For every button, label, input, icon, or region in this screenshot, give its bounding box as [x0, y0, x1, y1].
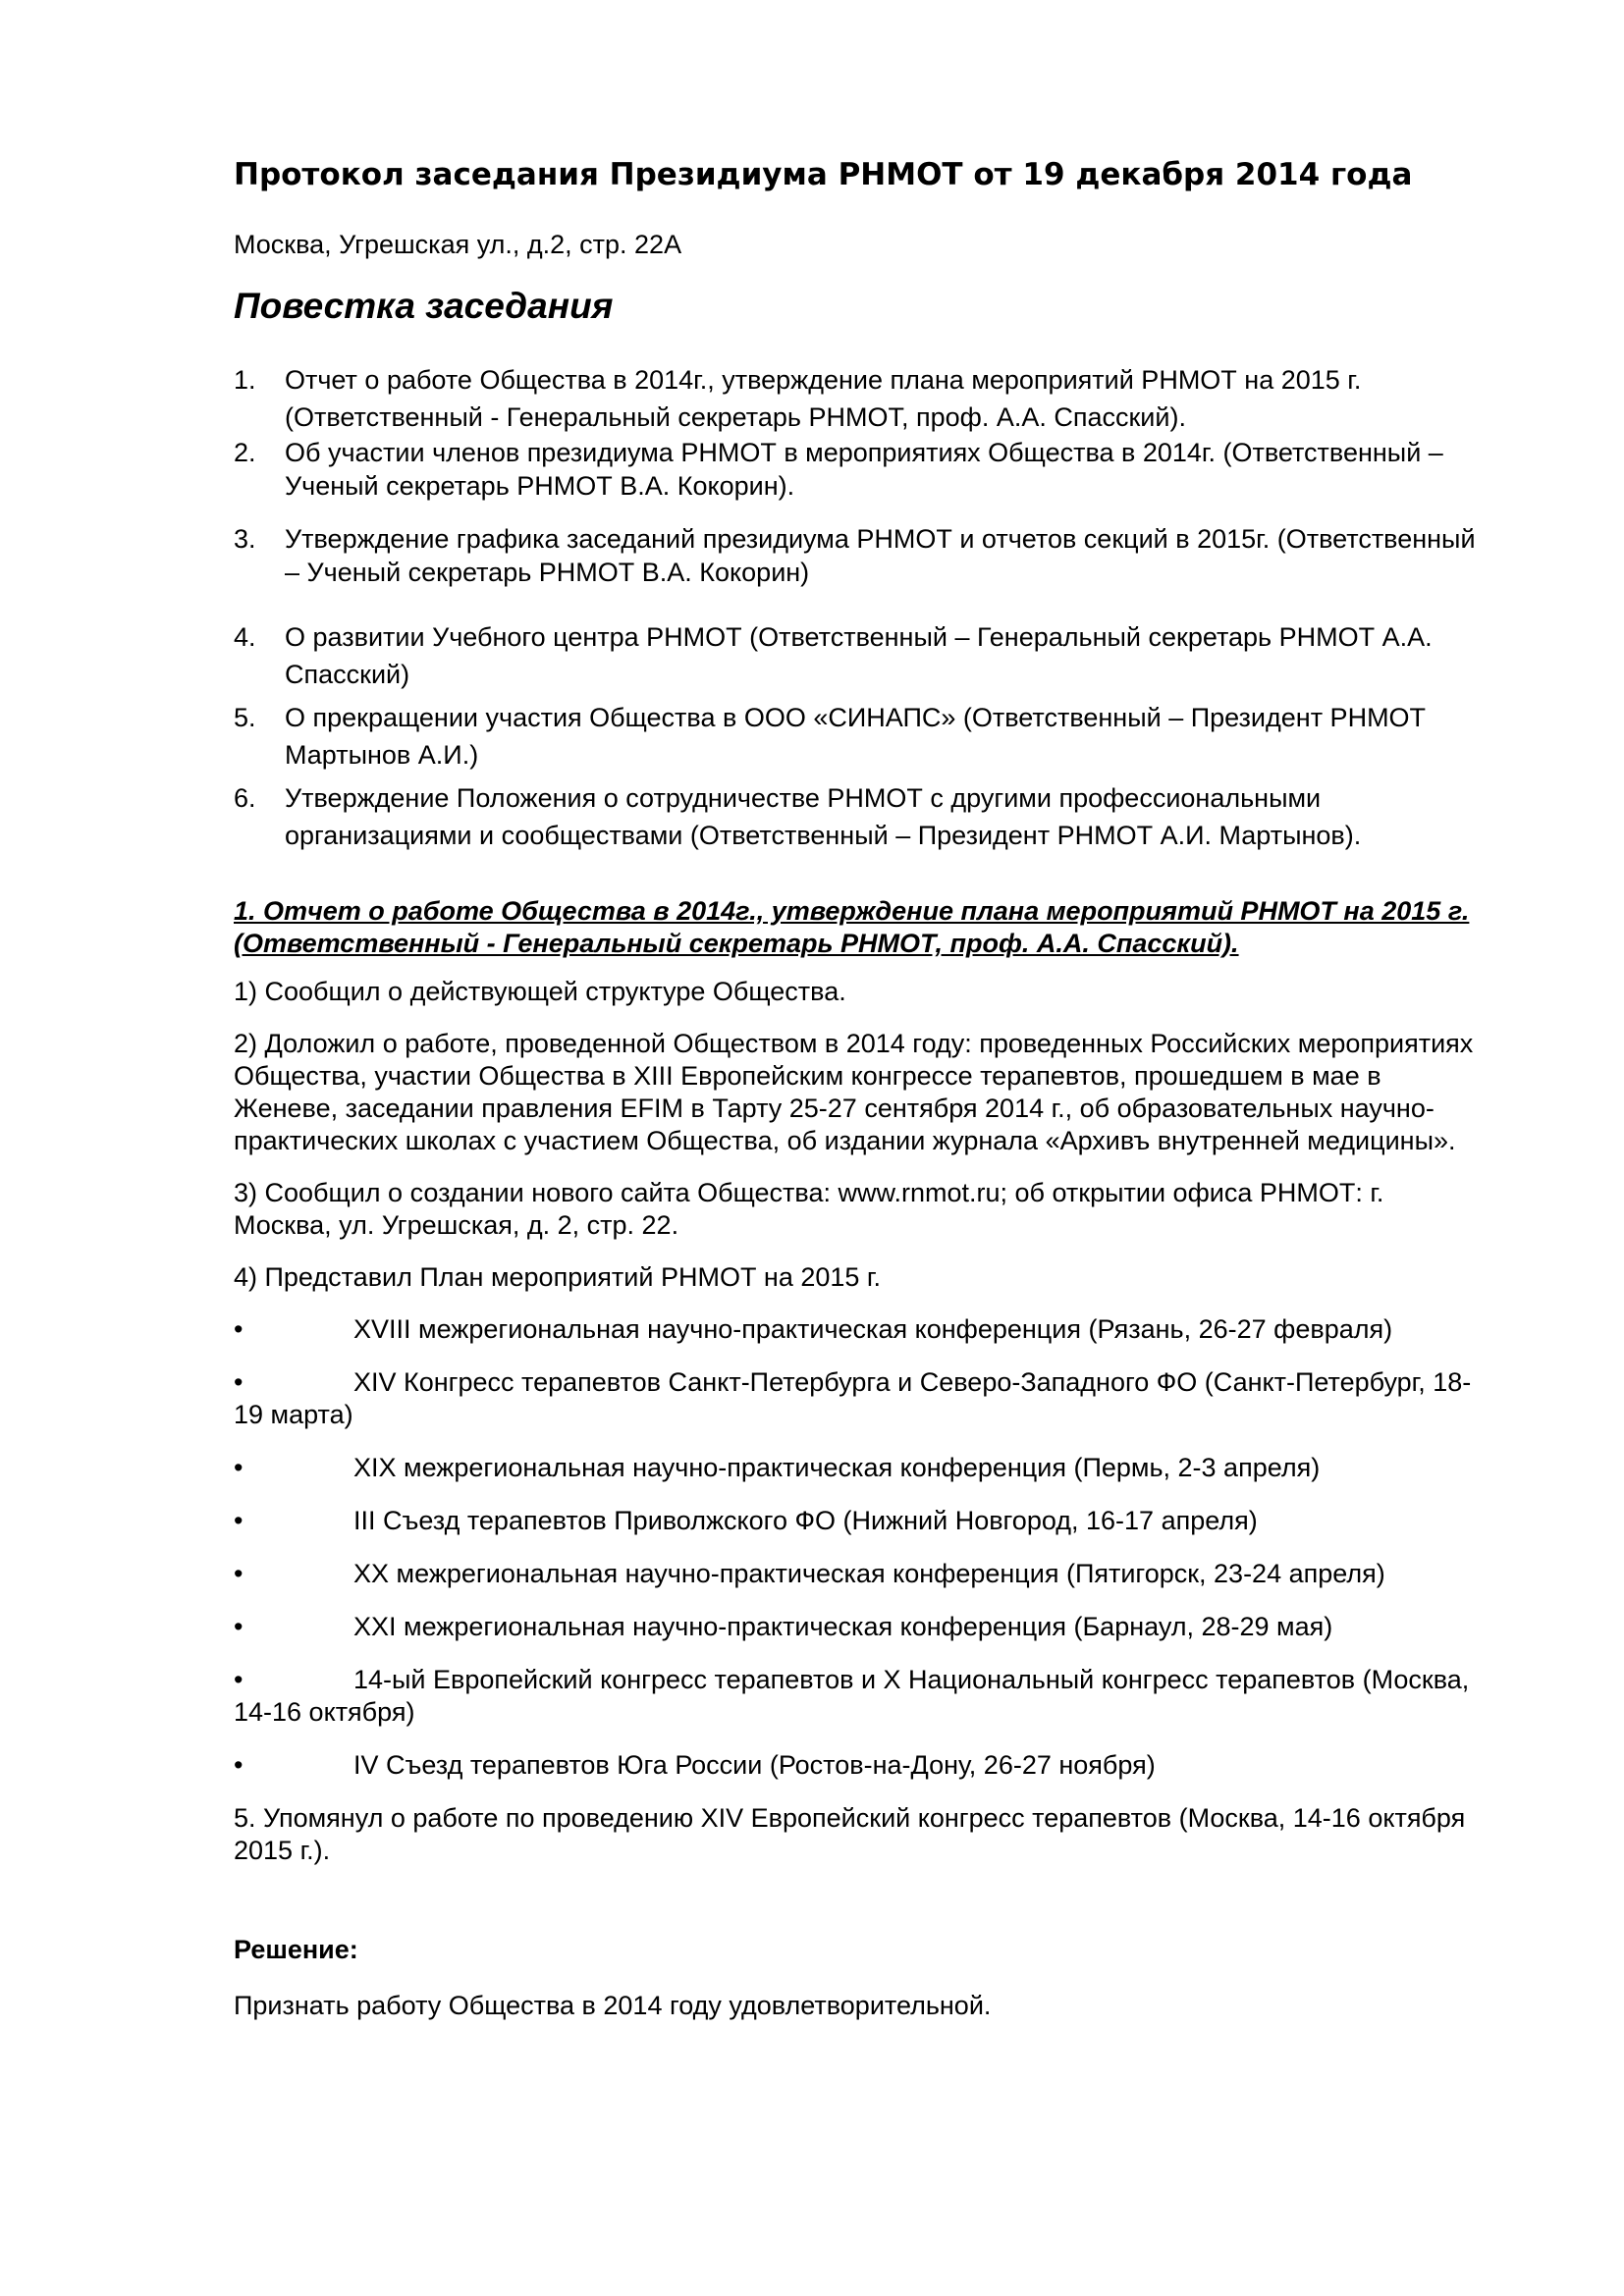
event-text: XXI межрегиональная научно-практическая конференция (Барнаул, 28-29 мая) [353, 1612, 1333, 1641]
event-text: XIX межрегиональная научно-практическая конференция (Пермь, 2-3 апреля) [353, 1453, 1321, 1482]
agenda-item-number: 5. [234, 703, 256, 732]
bullet-icon: • [234, 1367, 244, 1397]
event-item [234, 1664, 1487, 1729]
document-title: Протокол заседания Президиума РНМОТ от 19 декабря 2014 года [234, 157, 1413, 192]
event-text: 14-ый Европейский конгресс терапевтов и X Национальный конгресс терапевтов (Москва, 14-16 октября) [234, 1665, 1470, 1727]
agenda-item [234, 779, 1487, 854]
agenda-item-number: 2. [234, 438, 256, 467]
bullet-icon: • [234, 1314, 244, 1344]
event-item [234, 1313, 1487, 1346]
agenda-item [234, 361, 1487, 436]
report-paragraph-5: 5. Упомянул о работе по проведению XIV Европейский конгресс терапевтов (Москва, 14-16 октября 2015 г.). [234, 1803, 1466, 1865]
agenda-item-number: 4. [234, 622, 256, 652]
report-paragraph-1: 1) Сообщил о действующей структуре Общества. [234, 977, 846, 1006]
report-paragraph-3: 3) Сообщил о создании нового сайта Общества: www.rnmot.ru; об открытии офиса РНМОТ: г. Москва, ул. Угрешская, д. 2, стр. 22. [234, 1178, 1384, 1240]
agenda-item [234, 436, 1487, 503]
bullet-icon: • [234, 1612, 244, 1641]
agenda-heading: Повестка заседания [234, 286, 614, 326]
agenda-item [234, 522, 1487, 589]
agenda-item [234, 618, 1487, 693]
agenda-item-number: 3. [234, 524, 256, 554]
event-item [234, 1749, 1487, 1782]
section-heading: 1. Отчет о работе Общества в 2014г., утверждение плана мероприятий РНМОТ на 2015 г. (Ответственный - Генеральный секретарь РНМОТ, проф. А.А. Спасский). [234, 896, 1470, 958]
bullet-icon: • [234, 1506, 244, 1535]
agenda-item-text: О развитии Учебного центра РНМОТ (Ответственный – Генеральный секретарь РНМОТ А.А. Спасский) [285, 622, 1433, 689]
decision-text: Признать работу Общества в 2014 году удовлетворительной. [234, 1991, 992, 2020]
agenda-item-number: 6. [234, 783, 256, 813]
report-paragraph-2: 2) Доложил о работе, проведенной Обществом в 2014 году: проведенных Российских мероприятиях Общества, участии Общества в XIII Европейским конгрессе терапевтов, прошедшем в мае в Женеве, заседании правления EFIM в Тарту 25-27 сентября 2014 г., об образовательных научно-практических школах с участием Общества, об издании журнала «Архивъ внутренней медицины». [234, 1029, 1474, 1155]
event-text: XX межрегиональная научно-практическая конференция (Пятигорск, 23-24 апреля) [353, 1559, 1385, 1588]
agenda-list [234, 361, 1487, 854]
agenda-item [234, 699, 1487, 774]
agenda-item-text: Об участии членов президиума РНМОТ в мероприятиях Общества в 2014г. (Ответственный – Ученый секретарь РНМОТ В.А. Кокорин). [285, 438, 1443, 501]
event-item [234, 1558, 1487, 1590]
bullet-icon: • [234, 1559, 244, 1588]
event-item [234, 1452, 1487, 1484]
meeting-address: Москва, Угрешская ул., д.2, стр. 22А [234, 230, 682, 259]
agenda-item-text: Утверждение графика заседаний президиума РНМОТ и отчетов секций в 2015г. (Ответственный – Ученый секретарь РНМОТ В.А. Кокорин) [285, 524, 1476, 587]
event-item [234, 1611, 1487, 1643]
event-item [234, 1366, 1487, 1431]
agenda-item-text: Отчет о работе Общества в 2014г., утверждение плана мероприятий РНМОТ на 2015 г. (Ответственный - Генеральный секретарь РНМОТ, проф. А.А. Спасский). [285, 365, 1362, 432]
agenda-item-text: Утверждение Положения о сотрудничестве РНМОТ с другими профессиональными организациями и сообществами (Ответственный – Президент РНМОТ А.И. Мартынов). [285, 783, 1362, 850]
event-text: XVIII межрегиональная научно-практическая конференция (Рязань, 26-27 февраля) [353, 1314, 1393, 1344]
agenda-item-text: О прекращении участия Общества в ООО «СИНАПС» (Ответственный – Президент РНМОТ Мартынов А.И.) [285, 703, 1427, 770]
bullet-icon: • [234, 1665, 244, 1694]
event-text: XIV Конгресс терапевтов Санкт-Петербурга и Северо-Западного ФО (Санкт-Петербург, 18-19 марта) [234, 1367, 1472, 1429]
event-text: III Съезд терапевтов Приволжского ФО (Нижний Новгород, 16-17 апреля) [353, 1506, 1258, 1535]
bullet-icon: • [234, 1750, 244, 1780]
report-paragraph-4: 4) Представил План мероприятий РНМОТ на 2015 г. [234, 1262, 881, 1292]
decision-label: Решение: [234, 1935, 358, 1964]
event-text: IV Съезд терапевтов Юга России (Ростов-на-Дону, 26-27 ноября) [353, 1750, 1156, 1780]
agenda-item-number: 1. [234, 365, 256, 395]
bullet-icon: • [234, 1453, 244, 1482]
event-item [234, 1505, 1487, 1537]
